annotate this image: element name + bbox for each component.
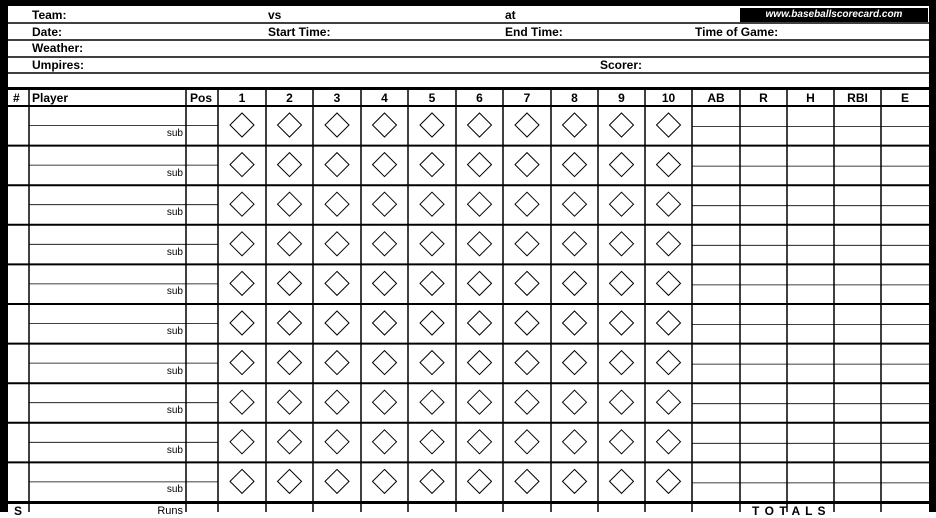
inning-diamond[interactable]: [325, 153, 349, 177]
inning-diamond[interactable]: [468, 153, 492, 177]
scorer-label: Scorer:: [600, 58, 643, 72]
inning-diamond[interactable]: [610, 311, 634, 335]
sub-label: sub: [166, 128, 183, 139]
inning-header-1: 1: [238, 91, 246, 105]
inning-diamond[interactable]: [610, 430, 634, 454]
sub-label: sub: [166, 207, 183, 219]
inning-diamond[interactable]: [325, 390, 349, 414]
inning-diamond[interactable]: [325, 469, 349, 493]
inning-diamond[interactable]: [373, 469, 397, 493]
inning-diamond[interactable]: [563, 271, 587, 295]
column-header-top-rule: [8, 87, 929, 90]
inning-diamond[interactable]: [657, 469, 681, 493]
inning-diamond[interactable]: [278, 469, 302, 493]
inning-header-9: 9: [618, 91, 625, 105]
inning-diamond[interactable]: [657, 113, 681, 137]
inning-diamond[interactable]: [230, 390, 254, 414]
inning-diamond[interactable]: [278, 390, 302, 414]
inning-diamond[interactable]: [610, 469, 634, 493]
sub-label: sub: [166, 405, 183, 417]
sub-label: sub: [166, 444, 183, 456]
team-label: Team:: [32, 8, 67, 22]
inning-diamond[interactable]: [468, 430, 492, 454]
stat-header-rbi: RBI: [847, 91, 868, 105]
inning-diamond[interactable]: [468, 390, 492, 414]
footer-runs-label: Runs: [157, 505, 183, 517]
inning-diamond[interactable]: [657, 232, 681, 256]
inning-header-10: 10: [661, 91, 676, 105]
right-border: [929, 0, 936, 512]
inning-diamond[interactable]: [515, 153, 539, 177]
sub-label: sub: [166, 365, 183, 377]
inning-diamond[interactable]: [468, 469, 492, 493]
inning-header-5: 5: [428, 91, 436, 105]
inning-diamond[interactable]: [420, 311, 444, 335]
inning-diamond[interactable]: [420, 469, 444, 493]
inning-diamond[interactable]: [420, 271, 444, 295]
inning-diamond[interactable]: [230, 192, 254, 216]
inning-diamond[interactable]: [278, 430, 302, 454]
inning-diamond[interactable]: [657, 351, 681, 375]
inning-diamond[interactable]: [468, 351, 492, 375]
inning-diamond[interactable]: [563, 192, 587, 216]
inning-diamond[interactable]: [230, 113, 254, 137]
inning-diamond[interactable]: [515, 430, 539, 454]
inning-diamond[interactable]: [373, 271, 397, 295]
inning-diamond[interactable]: [373, 430, 397, 454]
inning-diamond[interactable]: [563, 390, 587, 414]
inning-diamond[interactable]: [325, 192, 349, 216]
inning-diamond[interactable]: [563, 153, 587, 177]
inning-diamond[interactable]: [420, 192, 444, 216]
inning-diamond[interactable]: [278, 153, 302, 177]
inning-diamond[interactable]: [230, 469, 254, 493]
inning-diamond[interactable]: [230, 311, 254, 335]
stat-header-e: E: [900, 91, 909, 105]
inning-diamond[interactable]: [230, 153, 254, 177]
inning-diamond[interactable]: [657, 153, 681, 177]
footer-s-label: S: [14, 504, 23, 518]
inning-diamond[interactable]: [468, 311, 492, 335]
start-time-label: Start Time:: [268, 25, 331, 39]
inning-diamond[interactable]: [610, 271, 634, 295]
inning-diamond[interactable]: [468, 192, 492, 216]
inning-diamond[interactable]: [373, 153, 397, 177]
inning-diamond[interactable]: [373, 113, 397, 137]
inning-header-6: 6: [476, 91, 483, 105]
inning-diamond[interactable]: [420, 113, 444, 137]
inning-diamond[interactable]: [515, 232, 539, 256]
inning-diamond[interactable]: [563, 311, 587, 335]
time-of-game-label: Time of Game:: [695, 25, 779, 39]
stat-header-ab: AB: [707, 91, 725, 105]
inning-diamond[interactable]: [230, 232, 254, 256]
inning-diamond[interactable]: [278, 271, 302, 295]
inning-diamond[interactable]: [657, 390, 681, 414]
inning-diamond[interactable]: [515, 469, 539, 493]
column-header-pos: Pos: [190, 91, 213, 105]
inning-diamond[interactable]: [515, 351, 539, 375]
end-time-label: End Time:: [505, 25, 563, 39]
inning-diamond[interactable]: [420, 153, 444, 177]
inning-diamond[interactable]: [373, 192, 397, 216]
sub-label: sub: [166, 286, 183, 298]
sub-label: sub: [166, 326, 183, 337]
inning-diamond[interactable]: [515, 390, 539, 414]
weather-label: Weather:: [32, 41, 84, 55]
inning-diamond[interactable]: [515, 311, 539, 335]
inning-diamond[interactable]: [657, 430, 681, 454]
inning-diamond[interactable]: [278, 311, 302, 335]
inning-header-2: 2: [286, 91, 293, 105]
stat-header-r: R: [759, 91, 768, 105]
inning-diamond[interactable]: [610, 232, 634, 256]
inning-diamond[interactable]: [278, 113, 302, 137]
at-label: at: [505, 8, 516, 22]
sub-label: sub: [166, 484, 183, 496]
vs-label: vs: [268, 8, 282, 22]
inning-diamond[interactable]: [325, 351, 349, 375]
inning-diamond[interactable]: [563, 430, 587, 454]
sub-label: sub: [166, 167, 183, 179]
inning-diamond[interactable]: [468, 271, 492, 295]
column-header-number: #: [13, 91, 20, 105]
inning-diamond[interactable]: [468, 113, 492, 137]
inning-diamond[interactable]: [610, 113, 634, 137]
inning-diamond[interactable]: [515, 113, 539, 137]
inning-diamond[interactable]: [420, 390, 444, 414]
inning-diamond[interactable]: [657, 271, 681, 295]
inning-diamond[interactable]: [230, 351, 254, 375]
inning-diamond[interactable]: [610, 390, 634, 414]
inning-header-4: 4: [381, 91, 388, 105]
column-header-player: Player: [32, 91, 69, 105]
inning-diamond[interactable]: [230, 271, 254, 295]
inning-diamond[interactable]: [325, 311, 349, 335]
inning-diamond[interactable]: [325, 271, 349, 295]
inning-diamond[interactable]: [420, 430, 444, 454]
inning-diamond[interactable]: [373, 351, 397, 375]
inning-diamond[interactable]: [420, 232, 444, 256]
footer-totals-label: T O T A L S: [752, 504, 827, 518]
inning-diamond[interactable]: [657, 192, 681, 216]
inning-header-8: 8: [571, 91, 578, 105]
top-border: [0, 0, 936, 6]
inning-diamond[interactable]: [230, 430, 254, 454]
inning-diamond[interactable]: [278, 192, 302, 216]
inning-diamond[interactable]: [278, 232, 302, 256]
inning-diamond[interactable]: [515, 192, 539, 216]
inning-diamond[interactable]: [657, 311, 681, 335]
inning-diamond[interactable]: [325, 232, 349, 256]
inning-diamond[interactable]: [515, 271, 539, 295]
inning-diamond[interactable]: [610, 153, 634, 177]
inning-diamond[interactable]: [278, 351, 302, 375]
inning-diamond[interactable]: [610, 192, 634, 216]
inning-diamond[interactable]: [563, 351, 587, 375]
inning-diamond[interactable]: [373, 390, 397, 414]
inning-header-3: 3: [333, 91, 341, 105]
inning-diamond[interactable]: [563, 469, 587, 493]
inning-diamond[interactable]: [325, 113, 349, 137]
inning-diamond[interactable]: [373, 232, 397, 256]
date-label: Date:: [32, 25, 63, 39]
inning-diamond[interactable]: [373, 311, 397, 335]
inning-diamond[interactable]: [563, 113, 587, 137]
inning-diamond[interactable]: [468, 232, 492, 256]
stat-header-h: H: [806, 91, 815, 105]
inning-header-7: 7: [523, 91, 531, 105]
left-border: [0, 0, 8, 512]
inning-diamond[interactable]: [563, 232, 587, 256]
umpires-label: Umpires:: [32, 58, 85, 72]
inning-diamond[interactable]: [420, 351, 444, 375]
website-banner: www.baseballscorecard.com: [740, 8, 928, 22]
sub-label: sub: [166, 246, 183, 258]
inning-diamond[interactable]: [610, 351, 634, 375]
inning-diamond[interactable]: [325, 430, 349, 454]
